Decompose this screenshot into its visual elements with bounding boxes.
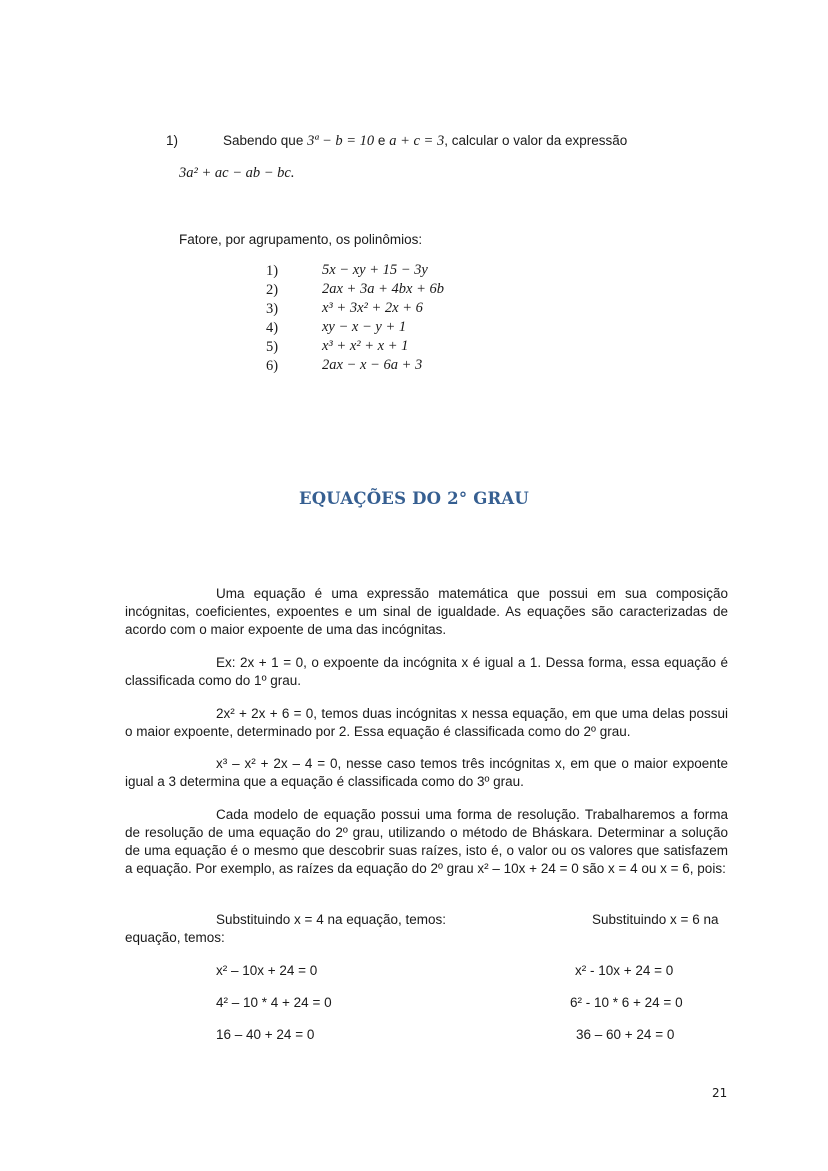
- left-step-1: x² – 10x + 24 = 0: [216, 963, 318, 978]
- exercise-statement: [223, 133, 627, 150]
- item-number: 4): [266, 320, 279, 336]
- polynomial-expression: x³ + 3x² + 2x + 6: [322, 300, 423, 316]
- item-number: 2): [266, 282, 279, 298]
- equation-2: a + c = 3: [389, 133, 445, 149]
- statement-rest: , calcular o valor da expressão: [444, 133, 628, 148]
- polynomial-expression: 5x − xy + 15 − 3y: [322, 262, 428, 278]
- list-item: [266, 300, 278, 318]
- target-expression: 3a² + ac − ab − bc.: [179, 165, 295, 181]
- polynomial-expression: x³ + x² + x + 1: [322, 338, 409, 354]
- paragraph-text: x³ – x² + 2x – 4 = 0, nesse caso temos três incógnitas x, em que o maior expoente igual a 3 determina que a equação é classificada como do 3º grau.: [125, 756, 728, 789]
- factor-heading: Fatore, por agrupamento, os polinômios:: [179, 232, 423, 247]
- substitution-wrap: equação, temos:: [125, 930, 225, 945]
- paragraph-second-degree: [125, 705, 728, 741]
- left-step-2: 4² – 10 * 4 + 24 = 0: [216, 995, 332, 1010]
- right-step-2: 6² - 10 * 6 + 24 = 0: [570, 995, 683, 1010]
- right-step-1: x² - 10x + 24 = 0: [575, 963, 674, 978]
- paragraph-first-degree: [125, 654, 728, 690]
- page-number: 21: [712, 1086, 728, 1100]
- paragraph-third-degree: [125, 755, 728, 791]
- substitution-left-label: Substituindo x = 4 na equação, temos:: [216, 912, 447, 927]
- list-item: [266, 357, 278, 375]
- section-title: EQUAÇÕES DO 2° GRAU: [298, 489, 530, 508]
- connector-text: e: [374, 133, 390, 148]
- paragraph-text: Uma equação é uma expressão matemática que possui em sua composição incógnitas, coeficientes, expoentes e um sinal de igualdade. As equações são caracterizadas de acordo com o maior expoente de uma das incógnitas.: [125, 586, 728, 637]
- list-item: [266, 262, 278, 280]
- polynomial-expression: 2ax − x − 6a + 3: [322, 357, 423, 373]
- paragraph-text: Cada modelo de equação possui uma forma de resolução. Trabalharemos a forma de resolução de uma equação do 2º grau, utilizando o método de Bháskara. Determinar a solução de uma equação é o mesmo que descobrir suas raízes, isto é, o valor ou os valores que satisfazem a equação. Por exemplo, as raízes da equação do 2º grau x² – 10x + 24 = 0 são x = 4 ou x = 6, pois:: [125, 807, 728, 876]
- item-number: 3): [266, 301, 279, 317]
- list-item: [266, 281, 278, 299]
- list-item: [266, 319, 278, 337]
- paragraph-text: Ex: 2x + 1 = 0, o expoente da incógnita x é igual a 1. Dessa forma, essa equação é classificada como do 1º grau.: [125, 655, 728, 688]
- paragraph-resolution: [125, 806, 728, 878]
- paragraph-text: 2x² + 2x + 6 = 0, temos duas incógnitas x nessa equação, em que uma delas possui o maior expoente, determinado por 2. Essa equação é classificada como do 2º grau.: [125, 706, 728, 739]
- exercise-number: 1): [166, 133, 179, 148]
- left-step-3: 16 – 40 + 24 = 0: [216, 1027, 315, 1042]
- polynomial-expression: xy − x − y + 1: [322, 319, 407, 335]
- equation-1: 3ª − b = 10: [307, 133, 375, 149]
- substitution-right-label: Substituindo x = 6 na: [592, 912, 719, 927]
- item-number: 1): [266, 263, 279, 279]
- list-item: [266, 338, 278, 356]
- item-number: 6): [266, 358, 279, 374]
- item-number: 5): [266, 339, 279, 355]
- right-step-3: 36 – 60 + 24 = 0: [576, 1027, 675, 1042]
- paragraph-definition: [125, 585, 728, 639]
- statement-text: Sabendo que: [223, 133, 308, 148]
- polynomial-expression: 2ax + 3a + 4bx + 6b: [322, 281, 444, 297]
